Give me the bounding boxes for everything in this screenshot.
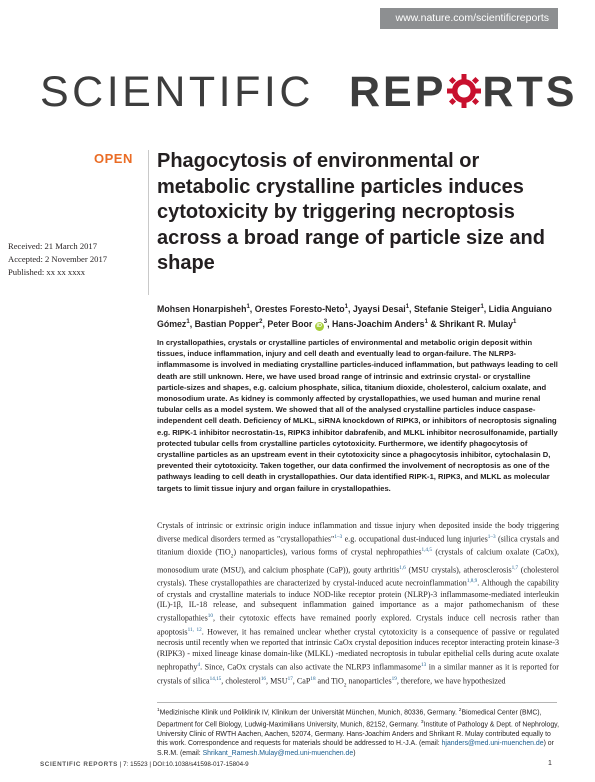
author-name[interactable]: Stefanie Steiger	[413, 303, 481, 314]
affiliation-text: ) or S.R.M. (email:	[157, 740, 554, 757]
author-name[interactable]: Orestes Foresto-Neto	[254, 303, 345, 314]
author-name[interactable]: Peter Boor	[267, 318, 313, 329]
reference-link[interactable]: 16	[260, 675, 267, 682]
open-access-label: OPEN	[94, 151, 133, 166]
published-date: Published: xx xx xxxx	[8, 267, 86, 278]
subscript: 2	[230, 553, 234, 560]
masthead-reports-prefix: REP	[349, 68, 447, 116]
body-text-run: (crystals of calcium oxalate (CaOx), monosodium urate (MSU), and calcium phosphate (CaP)), gouty arthritis	[157, 548, 559, 575]
reference-link[interactable]: 19	[391, 675, 397, 682]
affiliation-text: Institute of Pathology & Dept. of Nephrology, University Clinic of RWTH Aachen, Aachen, 52074, Germany. Hans-Joachim Anders and Shrikant R. Mulay contributed equally to this work. Correspondence and requests for materials should be addressed to H.-J.A. (email:	[157, 721, 559, 748]
affiliation-text: Biomedical Center (BMC), Department for Cell Biology, Ludwig-Maximilians University, Munich, 82152, Germany.	[157, 709, 542, 729]
affiliation-number: 1	[157, 708, 160, 713]
author-list: Mohsen Honarpisheh$^1$, Orestes Foresto-Neto$^1$, Jyaysi Desai$^1$, Stefanie Steiger$^1$, Lidia Anguiano Gómez$^1$, Bastian Popper$^2$, Peter Boor $iD^3$, Hans-Joachim Anders$^1$ & Shrikant R. Mulay$^1$	[157, 303, 552, 330]
body-text-run: . However, it has remained unclear whether crystal cytotoxicity is a consequence of passive or regulated necrosis until recently when we reported that intrinsic CaOx crystal deposition induces receptor interacting protein kinase-3 (RIPK3) - mixed lineage kinase domain-like (MLKL) -mediated necroptosis in tubular epithelial cells during acute oxalate nephropathy	[157, 627, 560, 672]
affiliation-number: 3	[420, 719, 424, 725]
body-text-run: in a similar manner as it is reported for crystals of silica	[157, 662, 559, 686]
reference-link[interactable]: 1–3	[487, 533, 496, 540]
journal-url[interactable]: www.nature.com/scientificreports	[395, 12, 549, 24]
journal-masthead	[40, 62, 578, 122]
masthead-reports-suffix: RTS	[482, 68, 578, 116]
author-affiliation-ref: 1	[186, 318, 190, 325]
body-text-run: nanoparticles	[346, 676, 392, 686]
author-affiliation-ref: 1	[512, 318, 517, 325]
orcid-icon[interactable]: iD	[316, 323, 323, 330]
reference-link[interactable]: 1–3	[334, 533, 343, 540]
author-name[interactable]: Bastian Popper	[194, 318, 260, 329]
affiliation-number: 2	[458, 708, 462, 713]
affiliation-text: )	[353, 749, 356, 757]
page-number: 1	[548, 760, 552, 767]
body-text-run: (cholesterol crystals). These crystallopathies are characterized by crystal-induced acute necroinflammation	[157, 565, 559, 588]
body-text-run: (silica crystals and titanium dioxide (TiO	[157, 534, 559, 558]
reference-link[interactable]: 17	[287, 675, 293, 682]
reference-link[interactable]: 13	[421, 662, 427, 669]
article-title: Phagocytosis of environmental or metabolic crystalline particles induces cytotoxicity by triggering necroptosis across a broad range of particle size and shape	[157, 150, 545, 275]
reference-link[interactable]: 14,15	[209, 675, 222, 682]
author-name[interactable]: Mohsen Honarpisheh	[157, 303, 247, 314]
body-text-run: , MSU	[266, 676, 288, 686]
body-paragraph	[157, 521, 559, 691]
masthead-scientific: SCIENTIFIC	[40, 68, 314, 116]
received-date: Received: 21 March 2017	[8, 241, 98, 251]
author-affiliation-ref: 3	[323, 318, 328, 325]
body-text-run: ) nanoparticles), various forms of crystal nephropathies	[233, 548, 422, 558]
reference-link[interactable]: 1,8,9	[466, 578, 478, 585]
footer-citation[interactable]: | 7: 15523 | DOI:10.1038/s41598-017-15804-9	[117, 761, 249, 768]
author-name[interactable]: Lidia Anguiano Gómez	[157, 303, 552, 329]
title-divider	[148, 150, 149, 295]
reference-link[interactable]: 1,7	[511, 564, 519, 571]
affiliation-text: Medizinische Klinik und Poliklinik IV, Klinikum der Universität München, Munich, 80336, Germany.	[159, 709, 459, 717]
author-affiliation-ref: 1	[246, 304, 250, 310]
reference-link[interactable]: 10	[207, 613, 213, 620]
body-text-run: . Although the capability of crystals and crystalline materials to induce NOD-like receptor protein (NLRP)-3 inflammasome-mediated interleukin (IL)-1β, IL-18 release, and subsequent inflammation gained importance as a major pathomechanism of these crystallopathies	[157, 578, 559, 623]
body-text-run: Crystals of intrinsic or extrinsic origin induce inflammation and tissue injury when deposited inside the body triggering diverse medical disorders termed as "crystallopathies"	[157, 521, 559, 544]
author-name[interactable]: Shrikant R. Mulay	[439, 318, 513, 329]
affiliations	[157, 706, 559, 759]
email-link[interactable]: hjanders@med.uni-muenchen.de	[441, 740, 544, 748]
accepted-date: Accepted: 2 November 2017	[8, 254, 108, 265]
affiliations-divider	[157, 702, 557, 703]
body-text-run: . Since, CaOx crystals can also activate the NLRP3 inflammasome	[200, 662, 421, 672]
author-name[interactable]: Jyaysi Desai	[352, 303, 406, 314]
author-affiliation-ref: 1	[344, 304, 348, 310]
email-link[interactable]: Shrikant_Ramesh.Mulay@med.uni-muenchen.de	[202, 749, 354, 757]
reference-link[interactable]: 4	[197, 662, 201, 669]
reference-link[interactable]: 1,6	[399, 564, 406, 571]
body-text-run: e.g. occupational dust-induced lung injuries	[342, 534, 488, 544]
body-text-run: (MSU crystals), atherosclerosis	[405, 565, 512, 575]
article-dates	[8, 240, 107, 280]
author-affiliation-ref: 2	[259, 318, 263, 325]
journal-url-bar[interactable]	[380, 8, 558, 29]
author-name[interactable]: Hans-Joachim Anders	[332, 318, 425, 329]
masthead-reports	[349, 68, 577, 117]
page-footer	[40, 761, 249, 768]
footer-journal: SCIENTIFIC REPORTS	[40, 761, 118, 768]
body-text-run: , cholesterol	[221, 676, 261, 686]
body-text-run: , therefore, we have hypothesized	[396, 676, 506, 686]
reference-link[interactable]: 18	[310, 675, 316, 682]
reference-link[interactable]: 11, 12	[187, 626, 202, 633]
body-text-run: and TiO	[315, 676, 344, 686]
author-affiliation-ref: 1	[405, 304, 410, 310]
body-text-run: , CaP	[292, 676, 311, 686]
body-text-run: , their cytotoxic effects have remained poorly explored. Crystals induce cell necrosis rather than apoptosis	[157, 613, 559, 637]
subscript: 2	[343, 681, 347, 688]
author-affiliation-ref: 1	[480, 304, 484, 310]
gear-logo-icon	[446, 70, 482, 110]
reference-link[interactable]: 1,4,5	[421, 547, 432, 554]
author-affiliation-ref: 1	[424, 318, 428, 325]
abstract: In crystallopathies, crystals or crystalline particles of environmental and metabolic origin deposit within tissues, induce inflammation, injury and cell death and eventually lead to organ-failure. The NLRP3-inflammasome is involved in mediating crystalline particles-induced inflammation, but pathways leading to cell death are still unknown. Here, we have used broad range of intrinsic and extrinsic crystal- or crystalline particle-sizes and shapes, e.g. calcium phosphate, silica, titanium dioxide, cholesterol, calcium oxalate, and monosodium urate. As kidney is commonly affected by crystallopathies, we used human and murine renal tubular cells as a model system. We showed that all of the analysed crystalline particles induce caspase-independent cell death. Deficiency of MLKL, siRNA knockdown of RIPK3, or inhibitors of necroptosis signaling e.g. RIPK-1 inhibitor necrostatin-1s, RIPK3 inhibitor dabrafenib, and MLKL inhibitor necrosulfonamide, partially protected tubular cells from crystalline particles cytotoxicity. Furthermore, we identify phagocytosis of crystalline particles as an upstream event in their cytotoxicity since a phagocytosis inhibitor, cytochalasin D, prevented their cytotoxicity. Taken together, our data confirmed the involvement of necroptosis as one of the pathways leading to cell death in crystallopathies. Our data identified RIPK-1, RIPK3, and MLKL as molecular targets to limit tissue injury and organ failure in crystallopathies.	[157, 338, 558, 493]
